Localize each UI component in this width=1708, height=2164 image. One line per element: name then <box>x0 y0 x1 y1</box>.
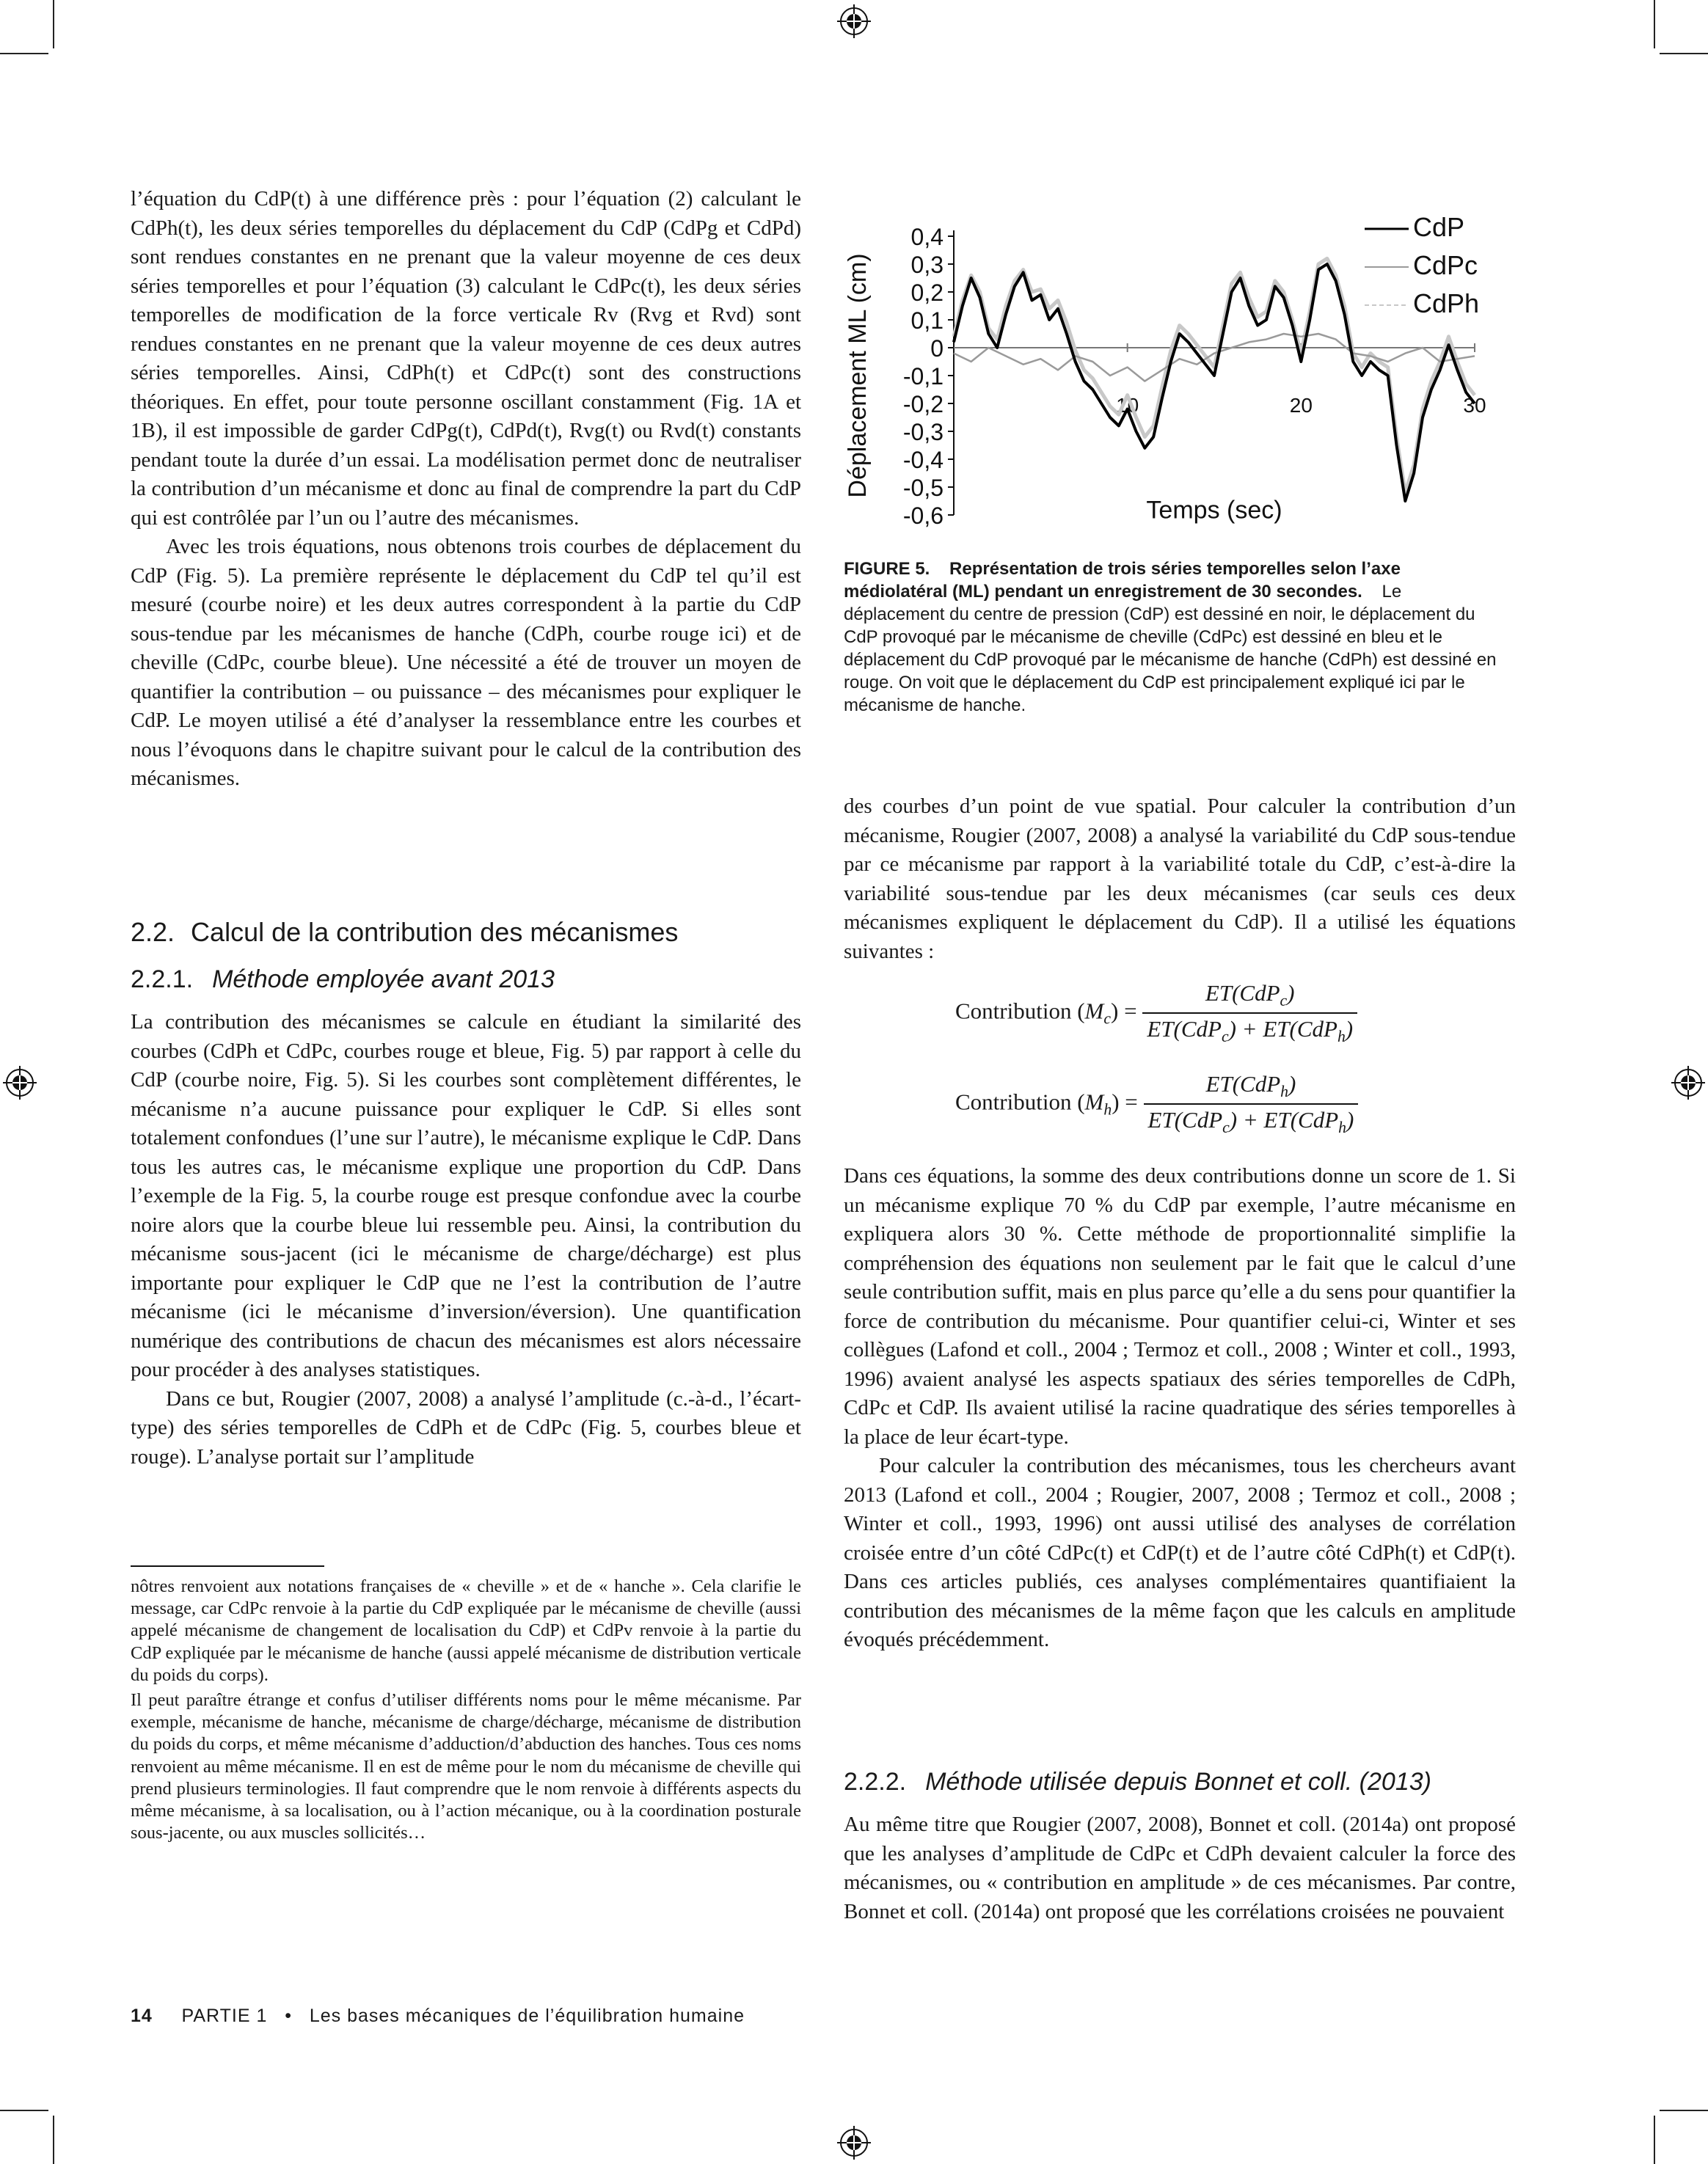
right-column-lower <box>844 1162 1516 1655</box>
y-tick-label: 0,1 <box>910 307 944 334</box>
x-axis-label: Temps (sec) <box>1146 496 1282 524</box>
footnote: Il peut paraître étrange et confus d’utiliser différents noms pour le même mécanisme. Par exemple, mécanisme de hanche, mécanisme de charge/décharge, mécanisme de distribution du poids du corps, et même mécanisme d’adduction/d’abduction des hanches. Tous ces noms renvoient au même mécanisme. Il en est de même pour le nom du mécanisme de cheville qui prend plusieurs terminologies. Il faut comprendre que le nom renvoie à différents aspects du même mécanisme, à sa localisation, ou à l’action mécanique, ou à la coordination posturale sous-jacente, ou aux muscles sollicités… <box>131 1690 801 1843</box>
legend-label: CdPh <box>1413 288 1480 318</box>
figure-label: FIGURE 5. <box>844 559 930 579</box>
book-title: Les bases mécaniques de l’équilibration humaine <box>309 2006 745 2026</box>
footnote: nôtres renvoient aux notations françaises de « cheville » et de « hanche ». Cela clarifie le message, car CdPc renvoie à la partie du CdP expliquée par le mécanisme de cheville (aussi appelé mécanisme de changement de localisation du CdP) et CdPv renvoie à la partie du CdP expliquée par le mécanisme de hanche (aussi appelé mécanisme de distribution verticale du poids du corps). <box>131 1576 801 1685</box>
footnotes <box>131 1576 801 1844</box>
equation-contribution-mc: Contribution $(M_c)$ = $\frac{ET(CdP_c)}{ET(CdP_c) + ET(CdP_h)}$ <box>955 980 1357 1046</box>
legend-label: CdPc <box>1413 250 1478 280</box>
subsection-number: 2.2.1. <box>131 965 194 993</box>
footer-bullet: • <box>285 2006 292 2026</box>
equation-contribution-mh: Contribution $(M_h)$ = $\frac{ET(CdP_h)}{ET(CdP_c) + ET(CdP_h)}$ <box>955 1071 1358 1137</box>
section-title: Calcul de la contribution des mécanismes <box>191 917 679 947</box>
series-line-cdp <box>954 264 1475 501</box>
crop-mark <box>0 53 48 54</box>
left-column-lower <box>131 1008 801 1472</box>
y-tick-label: -0,6 <box>902 502 944 529</box>
figure-chart <box>836 207 1570 538</box>
right-column-end <box>844 1810 1516 1926</box>
y-tick-label: -0,1 <box>902 363 944 390</box>
y-tick-label: -0,2 <box>902 391 944 417</box>
x-tick-label: 20 <box>1289 394 1313 417</box>
subsection-heading <box>844 1768 1431 1796</box>
registration-mark-icon <box>837 4 871 38</box>
legend-label: CdP <box>1413 212 1465 242</box>
section-heading <box>131 917 678 948</box>
paragraph: Au même titre que Rougier (2007, 2008), Bonnet et coll. (2014a) ont proposé que les analyses d’amplitude de CdPc et CdPh devaient calculer la force des mécanismes, ou « contribution en amplitude » de ces mécanismes. Par contre, Bonnet et coll. (2014a) ont proposé que les corrélations croisées ne pouvaient <box>844 1813 1516 1923</box>
crop-mark <box>0 2110 48 2111</box>
paragraph: Dans ce but, Rougier (2007, 2008) a analysé l’amplitude (c.-à-d., l’écart-type) des séries temporelles de CdPh et de CdPc (Fig. 5, courbes bleue et rouge). L’analyse portait sur l’amplitude <box>131 1386 801 1469</box>
registration-mark-icon <box>837 2126 871 2160</box>
x-tick-label: 10 <box>1116 394 1139 417</box>
page-footer <box>131 2006 745 2027</box>
crop-mark <box>1654 0 1655 48</box>
figure-caption-title: Représentation de trois séries temporelles selon l’axe médiolatéral (ML) pendant un enregistrement de 30 secondes. <box>844 559 1401 602</box>
page-number: 14 <box>131 2006 153 2026</box>
figure-caption-text: Le déplacement du centre de pression (CdP) est dessiné en noir, le déplacement du CdP provoqué par le mécanisme de cheville (CdPc) est dessiné en bleu et le déplacement du CdP provoqué par le mécanisme de hanche (CdPh) est dessiné en rouge. On voit que le déplacement du CdP est principalement expliqué ici par le mécanisme de hanche. <box>844 582 1497 715</box>
y-tick-label: 0,2 <box>910 279 944 306</box>
footnote-rule <box>131 1565 324 1567</box>
right-column <box>844 792 1516 966</box>
subsection-title: Méthode utilisée depuis Bonnet et coll. (2013) <box>925 1768 1431 1796</box>
left-column <box>131 185 801 794</box>
crop-mark <box>1654 2116 1655 2164</box>
y-tick-label: 0 <box>930 335 944 362</box>
registration-mark-icon <box>1671 1066 1705 1100</box>
paragraph: La contribution des mécanismes se calcule en étudiant la similarité des courbes (CdPh et CdPc, courbes rouge et bleue, Fig. 5) par rapport à celle du CdP (courbe noire, Fig. 5). Si les courbes sont complètement différentes, le mécanisme n’a aucune puissance pour expliquer le CdP. Si elles sont totalement confondues (l’une sur l’autre), le mécanisme explique le CdP. Dans tous les autres cas, le mécanisme explique une proportion du CdP. Dans l’exemple de la Fig. 5, la courbe rouge est presque confondue avec la courbe noire alors que la courbe bleue lui ressemble peu. Ainsi, la contribution du mécanisme sous-jacent (ici le mécanisme de charge/décharge) est plus importante pour expliquer le CdP que ne l’est la contribution de l’autre mécanisme (ici le mécanisme d’inversion/éversion). Une quantification numérique des contributions de chacun des mécanismes est alors nécessaire pour procéder à des analyses statistiques. <box>131 1010 801 1381</box>
y-tick-label: -0,5 <box>902 475 944 501</box>
paragraph: Dans ces équations, la somme des deux contributions donne un score de 1. Si un mécanisme explique 70 % du CdP par exemple, l’autre mécanisme en expliquera alors 30 %. Cette méthode de proportionnalité simplifie la compréhension des équations non seulement par le fait que le calcul d’une seule contribution suffit, mais en plus parce qu’elle a du sens pour quantifier la force de contribution du mécanisme. Pour quantifier celui-ci, Winter et ses collègues (Lafond et coll., 2004 ; Termoz et coll., 2008 ; Winter et coll., 1993, 1996) avaient analysé les aspects spatiaux des séries temporelles de CdPh, CdPc et CdP. Ils avaient utilisé la racine quadratique des séries temporelles à la place de leur écart-type. <box>844 1164 1516 1449</box>
x-tick-label: 30 <box>1463 394 1486 417</box>
crop-mark <box>1660 53 1708 54</box>
crop-mark <box>1660 2110 1708 2111</box>
crop-mark <box>53 0 54 48</box>
fraction: $\frac{ET(CdP_c)}{ET(CdP_c) + ET(CdP_h)}$ <box>1142 980 1357 1046</box>
registration-mark-icon <box>3 1066 37 1100</box>
y-axis-label: Déplacement ML (cm) <box>844 253 872 498</box>
subsection-title: Méthode employée avant 2013 <box>212 965 555 993</box>
section-number: 2.2. <box>131 917 175 947</box>
paragraph: l’équation du CdP(t) à une différence près : pour l’équation (2) calculant le CdPh(t), les deux séries temporelles du déplacement du CdP (CdPg et CdPd) sont rendues constantes en ne prenant que la valeur moyenne de ces deux séries temporelles et pour l’équation (3) calculant le CdPc(t), les deux séries temporelles de modification de la force verticale Rv (Rvg et Rvd) sont rendues constantes en ne prenant que la valeur moyenne de ces deux autres séries temporelles. Ainsi, CdPh(t) et CdPc(t) sont des constructions théoriques. En effet, pour toute personne oscillant constamment (Fig. 1A et 1B), il est impossible de garder CdPg(t), CdPd(t), Rvg(t) ou Rvd(t) constants pendant toute la durée d’un essai. La modélisation permet donc de neutraliser la contribution d’un mécanisme et donc au final de comprendre la part du CdP qui est contrôlée par l’un ou l’autre des mécanismes. <box>131 187 801 530</box>
paragraph: des courbes d’un point de vue spatial. Pour calculer la contribution d’un mécanisme, Rougier (2007, 2008) a analysé la variabilité du CdP sous-tendue par ce mécanisme par rapport à la variabilité totale du CdP, c’est-à-dire la variabilité sous-tendue par les deux mécanismes (car seuls ces deux mécanismes expliquent le déplacement du CdP). Il a utilisé les équations suivantes : <box>844 794 1516 963</box>
y-tick-label: 0,4 <box>910 224 944 250</box>
paragraph: Pour calculer la contribution des mécanismes, tous les chercheurs avant 2013 (Lafond et coll., 2004 ; Rougier, 2007, 2008 ; Termoz et coll., 2008 ; Winter et coll., 1993, 1996) ont aussi utilisé des analyses de corrélation croisée entre d’un côté CdPc(t) et CdP(t) et de l’autre côté CdPh(t) et CdP(t). Dans ces articles publiés, ces analyses complémentaires quantifiaient la contribution des mécanismes de la même façon que les calculs en amplitude évoqués précédemment. <box>844 1454 1516 1651</box>
subsection-heading <box>131 965 555 994</box>
y-tick-label: -0,4 <box>902 447 944 473</box>
subsection-number: 2.2.2. <box>844 1768 907 1796</box>
part-label: PARTIE 1 <box>181 2006 268 2026</box>
fraction: $\frac{ET(CdP_h)}{ET(CdP_c) + ET(CdP_h)}$ <box>1144 1071 1359 1137</box>
crop-mark <box>53 2116 54 2164</box>
y-tick-label: 0,3 <box>910 252 944 278</box>
y-tick-label: -0,3 <box>902 419 944 445</box>
paragraph: Avec les trois équations, nous obtenons trois courbes de déplacement du CdP (Fig. 5). La première représente le déplacement du CdP tel qu’il est mesuré (courbe noire) et les deux autres correspondent à la partie du CdP sous-tendue par les mécanismes de hanche (CdPh, courbe rouge ici) et de cheville (CdPc, courbe bleue). Une nécessité a été de trouver un moyen de quantifier la contribution – ou puissance – des mécanismes pour expliquer le CdP. Le moyen utilisé a été d’analyser la ressemblance entre les courbes et nous l’évoquons dans le chapitre suivant pour le calcul de la contribution des mécanismes. <box>131 535 801 790</box>
figure-caption <box>844 558 1504 717</box>
